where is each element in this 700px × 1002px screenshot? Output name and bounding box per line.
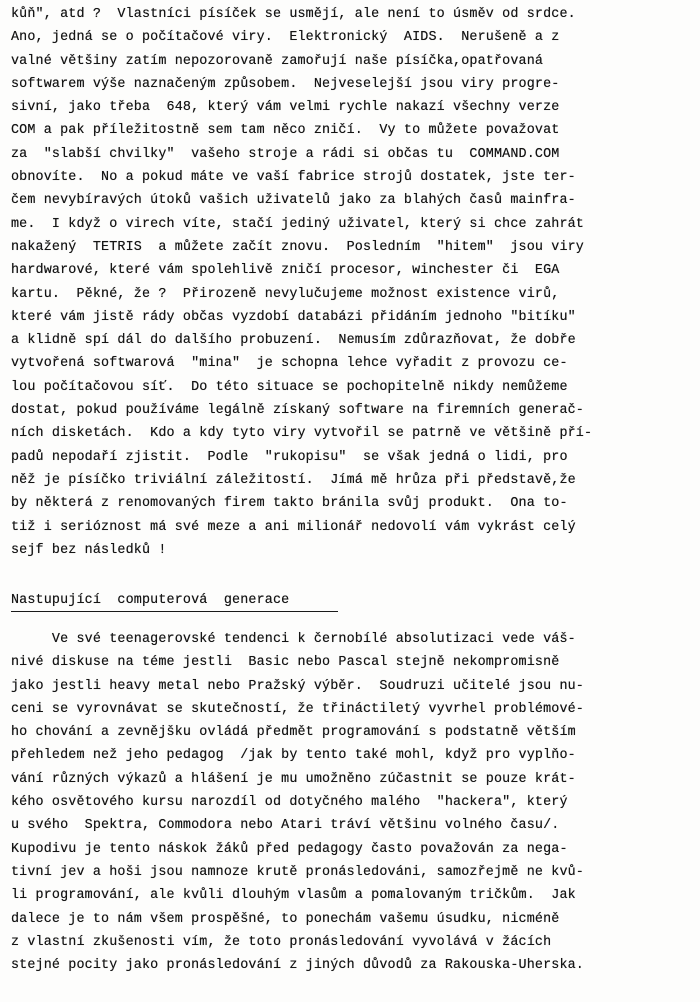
text-line: Ve své teenagerovské tendenci k černobílé absolutizaci vede váš- <box>11 632 576 647</box>
text-line: kůň", atd ? Vlastníci písíček se usmějí, ale není to úsměv od srdce. <box>11 7 576 22</box>
text-line: dostat, pokud používáme legálně získaný software na firemních generač- <box>11 403 584 419</box>
heading-underline <box>11 611 338 612</box>
text-line: ho chování a zevnějšku ovládá předmět programování s podstatně větším <box>11 725 576 741</box>
text-line: a klidně spí dál do dalšího probuzení. Nemusím zdůrazňovat, že dobře <box>11 333 576 349</box>
text-line: vytvořená softwarová "mina" je schopna lehce vyřadit z provozu ce- <box>11 356 568 372</box>
text-line: by některá z renomovaných firem takto bránila svůj produkt. Ona to- <box>11 496 568 512</box>
text-line: hardwarové, které vám spolehlivě zničí procesor, winchester či EGA <box>11 263 560 279</box>
text-line: sejf bez následků ! <box>11 542 167 558</box>
text-line: valné většiny zatím nepozorovaně zamořují naše písíčka,opatřovaná <box>11 53 544 69</box>
text-line: ceni se vyrovnávat se skutečností, že třináctiletý vyvrhel problémové- <box>11 701 584 717</box>
text-line: sivní, jako třeba 648, který vám velmi rychle nakazí všechny verze <box>11 100 560 116</box>
text-line: nivé diskuse na téme jestli Basic nebo Pascal stejně nekompromisně <box>11 655 560 671</box>
text-line: za "slabší chvilky" vašeho stroje a rádi si občas tu COMMAND.COM <box>11 146 560 162</box>
text-line: me. I když o virech víte, stačí jediný uživatel, který si chce zahrát <box>11 216 584 232</box>
text-line: lou počítačovou síť. Do této situace se pochopitelně nikdy nemůžeme <box>11 379 568 395</box>
text-line: ních disketách. Kdo a kdy tyto viry vytvořil se patrně ve většině pří- <box>11 426 593 442</box>
text-line: kého osvětového kursu narozdíl od dotyčného malého "hackera", který <box>11 795 568 811</box>
text-line: Ano, jedná se o počítačové viry. Elektronický AIDS. Nerušeně a z <box>11 30 560 46</box>
text-line: přehledem než jeho pedagog /jak by tento také mohl, když pro vyplňo- <box>11 748 576 764</box>
text-line: kartu. Pěkné, že ? Přirozeně nevylučujeme možnost existence virů, <box>11 286 560 302</box>
paragraph-computer-generation <box>11 628 696 977</box>
text-line: stejné pocity jako pronásledování z jiných důvodů za Rakouska-Uherska. <box>11 958 584 974</box>
section-heading: Nastupující computerová generace <box>11 593 290 608</box>
text-line: softwarem výše naznačeným způsobem. Nejveselejší jsou viry progre- <box>11 76 560 92</box>
text-line: vání různých výkazů a hlášení je mu umožněno zúčastnit se pouze krát- <box>11 771 576 787</box>
text-line: dalece je to nám všem prospěšné, to ponechám vašemu úsudku, nicméně <box>11 911 560 927</box>
text-line: které vám jistě rády občas vyzdobí databázi přidáním jednoho "bitíku" <box>11 309 576 325</box>
text-line: padů nepodaří zjistit. Podle "rukopisu" se však jedná o lidi, pro <box>11 449 568 465</box>
text-line: obnovíte. No a pokud máte ve vaší fabrice strojů dostatek, jste ter- <box>11 170 576 186</box>
text-line: tivní jev a hoši jsou namnoze krutě pronásledováni, samozřejmě ne kvů- <box>11 864 584 880</box>
text-line: u svého Spektra, Commodora nebo Atari tráví většinu volného času/. <box>11 818 560 834</box>
text-line: jako jestli heavy metal nebo Pražský výběr. Soudruzi učitelé jsou nu- <box>11 678 584 694</box>
text-line: čem nevybíravých útoků vašich uživatelů jako za blahých časů mainfra- <box>11 193 576 209</box>
text-line: tiž i serióznost má své meze a ani milionář nedovolí vám vykrást celý <box>11 519 576 535</box>
text-line: něž je písíčko triviální záležitostí. Jímá mě hrůza při představě,že <box>11 472 576 488</box>
text-line: Kupodivu je tento náskok žáků před pedagogy často považován za nega- <box>11 841 568 857</box>
text-line: z vlastní zkušenosti vím, že toto pronásledování vyvolává v žácích <box>11 934 552 950</box>
text-line: nakažený TETRIS a můžete začít znovu. Posledním "hitem" jsou viry <box>11 239 584 255</box>
text-line: li programování, ale kvůli dlouhým vlasům a pomalovaným tričkům. Jak <box>11 888 576 904</box>
text-line: COM a pak příležitostně sem tam něco zničí. Vy to můžete považovat <box>11 123 560 139</box>
paragraph-computer-viruses <box>11 3 696 562</box>
